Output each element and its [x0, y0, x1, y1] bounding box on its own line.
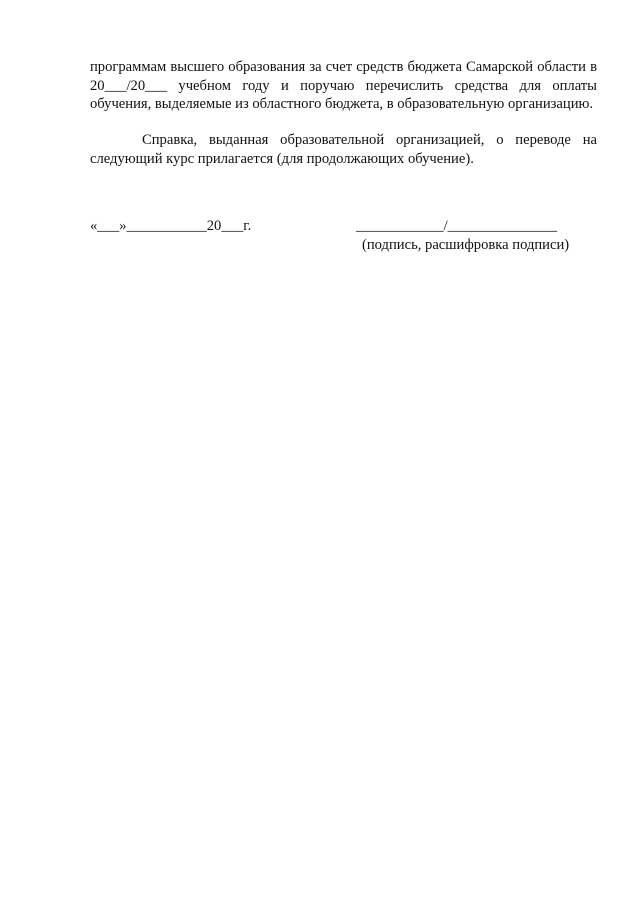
- signature-caption: (подпись, расшифровка подписи): [362, 237, 570, 253]
- paragraph-funding: программам высшего образования за счет средств бюджета Самарской области в 20___/20___ учебном году и поручаю перечислить средства для оплаты обучения, выделяемые из областного бюджета, в образовательную организацию.: [90, 59, 597, 113]
- date-field-line: «___»___________20___г.: [90, 218, 252, 234]
- paragraph-certificate: Справка, выданная образовательной организацией, о переводе на следующий курс прилагается (для продолжающих обучение).: [90, 132, 597, 167]
- signature-field-line: ____________/_______________: [356, 218, 558, 234]
